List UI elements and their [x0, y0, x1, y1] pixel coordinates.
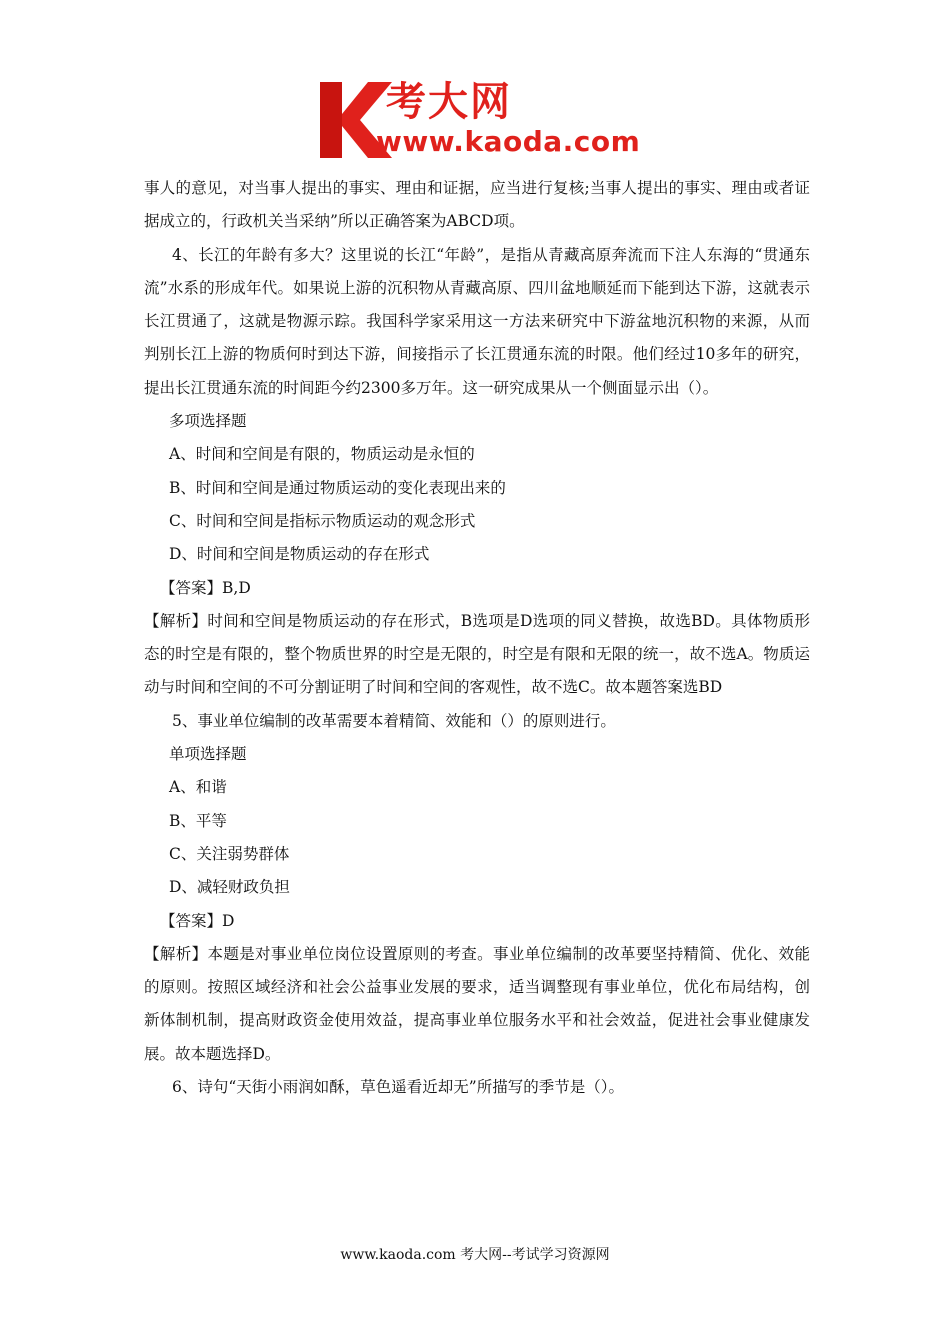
question-4-option-d: D、时间和空间是物质运动的存在形式: [169, 545, 430, 564]
question-4-type: 多项选择题: [169, 412, 247, 431]
question-4-option-b: B、时间和空间是通过物质运动的变化表现出来的: [169, 478, 506, 497]
question-5-analysis: 【解析】本题是对事业单位岗位设置原则的考查。事业单位编制的改革要坚持精简、优化、效能的原则。按照区域经济和社会公益事业发展的要求，适当调整现有事业单位，优化布局结构，创新体制机制，提高财政资金使用效益，提高事业单位服务水平和社会效益，促进社会事业健康发展。故本题选择D。: [144, 944, 810, 1063]
question-4-stem: 4、长江的年龄有多大？这里说的长江“年龄”，是指从青藏高原奔流而下注人东海的“贯通东流”水系的形成年代。如果说上游的沉积物从青藏高原、四川盆地顺延而下能到达下游，这就表示长江贯通了，这就是物源示踪。我国科学家采用这一方法来研究中下游盆地沉积物的来源，从而判别长江上游的物质何时到达下游，间接指示了长江贯通东流的时限。他们经过10多年的研究，提出长江贯通东流的时间距今约2300多万年。这一研究成果从一个侧面显示出（）。: [144, 245, 810, 397]
question-6-stem: 6、诗句“天街小雨润如酥，草色遥看近却无”所描写的季节是（）。: [172, 1078, 624, 1097]
site-logo: [316, 78, 641, 162]
question-5-type: 单项选择题: [169, 745, 247, 764]
page-footer: www.kaoda.com 考大网--考试学习资源网: [340, 1247, 610, 1263]
question-5-option-a: A、和谐: [169, 778, 227, 797]
question-5-answer: 【答案】D: [160, 911, 235, 930]
question-5-stem: 5、事业单位编制的改革需要本着精简、效能和（）的原则进行。: [172, 711, 616, 730]
question-4-option-a: A、时间和空间是有限的，物质运动是永恒的: [169, 445, 475, 464]
question-4-analysis: 【解析】时间和空间是物质运动的存在形式，B选项是D选项的同义替换，故选BD。具体物质形态的时空是有限的，整个物质世界的时空是无限的，时空是有限和无限的统一，故不选A。物质运动与时间和空间的不可分割证明了时间和空间的客观性，故不选C。故本题答案选BD: [144, 611, 810, 697]
question-5-option-d: D、减轻财政负担: [169, 878, 290, 897]
question-5-option-b: B、平等: [169, 811, 227, 830]
logo-brand-url: www.kaoda.com: [376, 125, 641, 158]
logo-brand-cn: 考大网: [386, 79, 512, 125]
question-4-option-c: C、时间和空间是指标示物质运动的观念形式: [169, 511, 476, 530]
document-body: [144, 172, 810, 1104]
continued-paragraph: 事人的意见，对当事人提出的事实、理由和证据，应当进行复核;当事人提出的事实、理由或者证据成立的，行政机关当采纳”所以正确答案为ABCD项。: [144, 179, 810, 231]
question-5-option-c: C、关注弱势群体: [169, 844, 290, 863]
question-4-answer: 【答案】B,D: [160, 578, 251, 597]
